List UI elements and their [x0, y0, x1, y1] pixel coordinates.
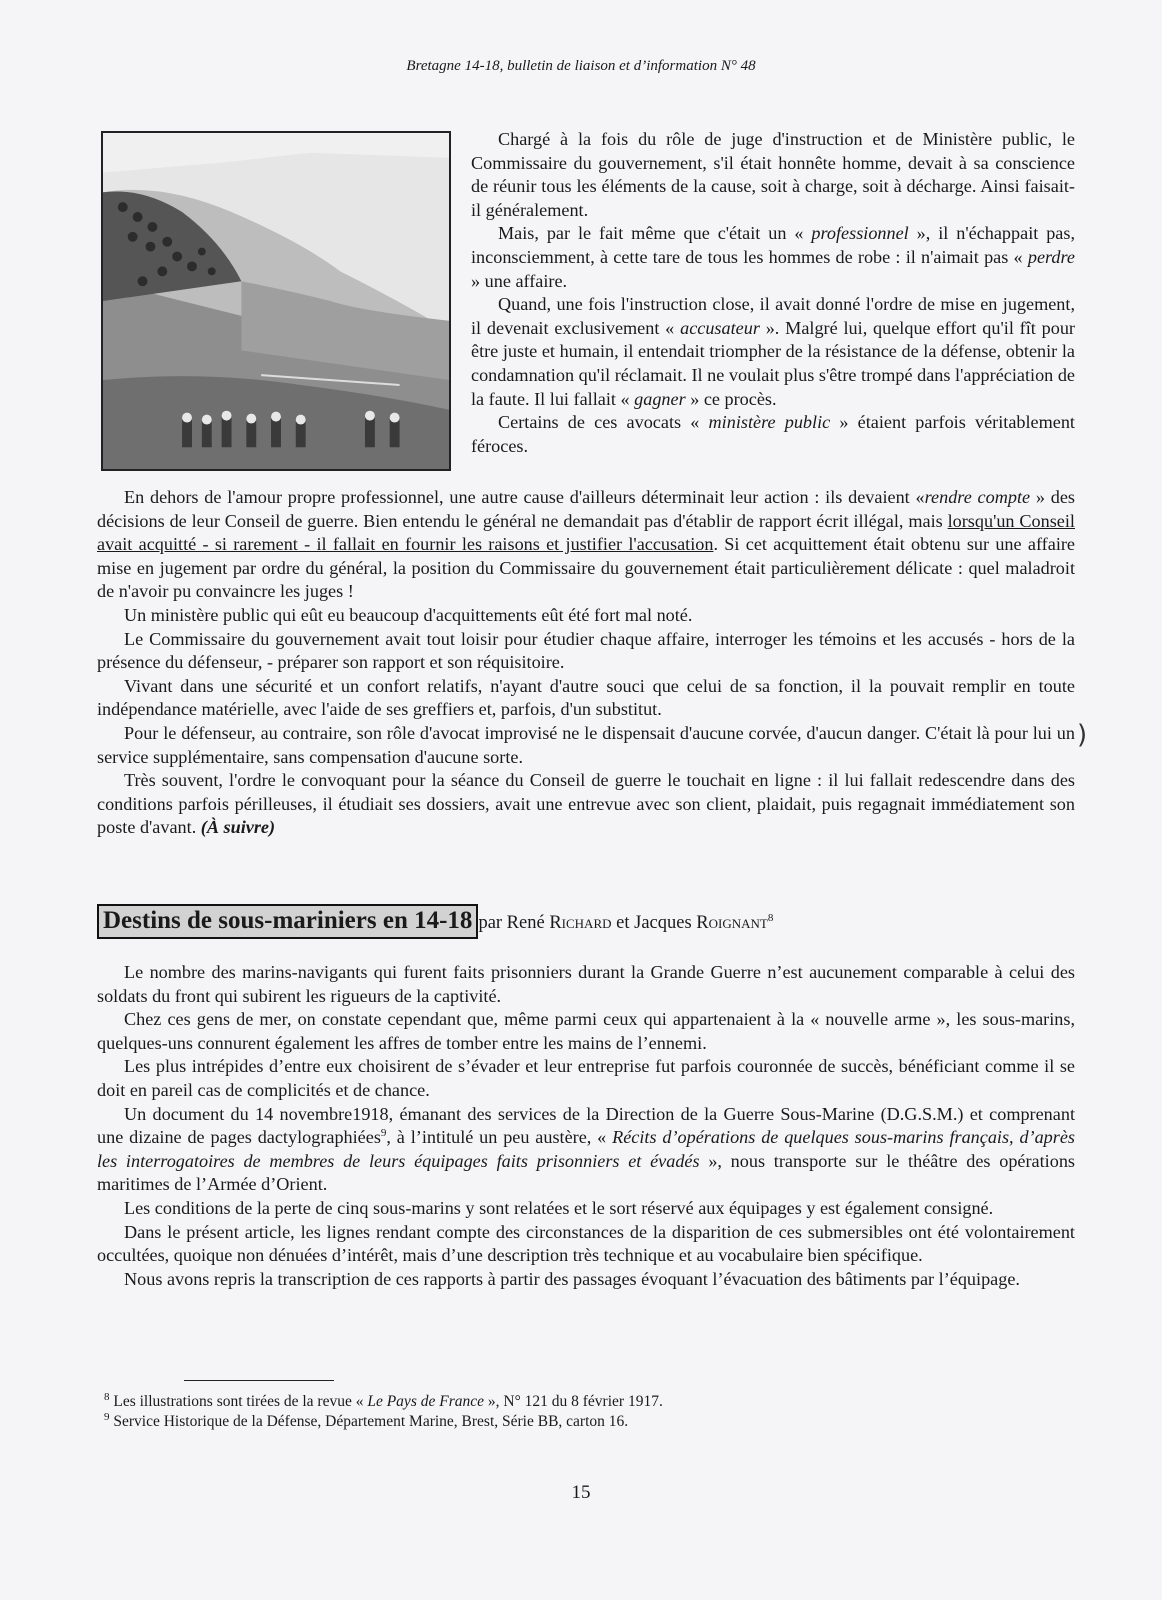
paragraph: Chargé à la fois du rôle de juge d'instruction et de Ministère public, le Commissaire du gouvernement, s'il était honnête homme, devait à sa conscience de réunir tous les éléments de la cause, soit à charge, soit à décharge. Ainsi faisait-il généralement. [471, 129, 1075, 220]
paragraph-text: Très souvent, l'ordre le convoquant pour la séance du Conseil de guerre le touchait en ligne : il lui fallait redescendre dans des conditions parfois périlleuses, il étudiait ses dossiers, avait une entrevue avec son client, plaidait, puis regagnait immédiatement son poste d'avant. [97, 770, 1075, 838]
footnote-9: $^9$ Service Historique de la Défense, Département Marine, Brest, Série BB, carton 16. [104, 1410, 629, 1430]
byline: par René Richard et Jacques Roignant$^8$ [478, 911, 774, 933]
paragraph: Les conditions de la perte de cinq sous-marins y sont relatées et le sort réservé aux équipages y est également consigné. [124, 1197, 994, 1218]
paragraph: Pour le défenseur, au contraire, son rôle d'avocat improvisé ne le dispensait d'aucune corvée, d'aucun danger. C'était là pour lui un service supplémentaire, sans compensation d'aucune sorte. [97, 722, 1075, 767]
paragraph: Vivant dans une sécurité et un confort relatifs, n'ayant d'autre souci que celui de sa fonction, il la pouvait remplir en toute indépendance matérielle, avec l'aide de ses greffiers et, parfois, d'un substitut. [97, 675, 1075, 720]
paragraph: Mais, par le fait même que c'était un « professionnel », il n'échappait pas, inconsciemment, à cette tare de tous les hommes de robe : il n'aimait pas « perdre » une affaire. [471, 223, 1076, 291]
body-text [97, 486, 1075, 840]
paragraph: Le nombre des marins-navigants qui furent faits prisonniers durant la Grande Guerre n’est aucunement comparable à celui des soldats du front qui subirent les rigueurs de la captivité. [97, 962, 1075, 1006]
paragraph: Nous avons repris la transcription de ces rapports à partir des passages évoquant l’évacuation des bâtiments par l’équipage. [124, 1268, 1020, 1289]
soldiers-hillside-photo-icon [103, 133, 449, 469]
margin-bracket-mark: ) [1077, 720, 1088, 750]
article-text [97, 961, 1075, 1291]
paragraph: Un document du 14 novembre1918, émanant des services de la Direction de la Guerre Sous-Marine (D.G.S.M.) et comprenant une dizaine de pages dactylographiées$^9$, à l’intitulé un peu austère, « Récits d’opérations de quelques sous-marins français, d’après les interrogatoires de membres de leurs équipages faits prisonniers et évadés », nous transporte sur le théâtre des opérations maritimes de l’Armée d’Orient. [97, 1103, 1076, 1195]
a-suivre: (À suivre) [200, 817, 276, 838]
page-number: 15 [571, 1482, 591, 1503]
paragraph: Chez ces gens de mer, on constate cependant que, même parmi ceux qui appartenaient à la « nouvelle arme », les sous-marins, quelques-uns connurent également les affres de tomber entre les mains de l’ennemi. [97, 1009, 1075, 1053]
paragraph: Les plus intrépides d’entre eux choisirent de s’évader et leur entreprise fut parfois couronnée de succès, bénéficiant comme il se doit en pareil cas de complicités et de chance. [97, 1056, 1075, 1100]
document-title: Récits d’opérations de quelques sous-marins français, d’après les interrogatoires de membres de leurs équipages faits prisonniers et évadés [97, 1127, 1076, 1171]
paragraph: Certains de ces avocats « ministère public » étaient parfois véritablement féroces. [471, 412, 1075, 456]
article-heading [97, 904, 1075, 939]
top-text-column [471, 128, 1075, 458]
paragraph: Dans le présent article, les lignes rendant compte des circonstances de la disparition de ces submersibles ont été volontairement occultées, quoique non dénuées d’intérêt, mais d’une description très technique et au vocabulaire bien spécifique. [97, 1221, 1075, 1266]
paragraph [97, 769, 1075, 840]
historical-photo [101, 131, 451, 471]
footnote-8: $^8$ Les illustrations sont tirées de la revue « Le Pays de France », N° 121 du 8 février 1917. [104, 1390, 663, 1410]
footnotes [104, 1392, 1004, 1432]
paragraph: Le Commissaire du gouvernement avait tout loisir pour étudier chaque affaire, interroger les témoins et les accusés - hors de la présence du défenseur, - préparer son rapport et son réquisitoire. [97, 628, 1075, 673]
paragraph: Un ministère public qui eût eu beaucoup d'acquittements eût été fort mal noté. [124, 604, 693, 625]
paragraph: Quand, une fois l'instruction close, il avait donné l'ordre de mise en jugement, il devenait exclusivement « accusateur ». Malgré lui, quelque effort qu'il fît pour être juste et humain, il entendait triompher de la résistance de la défense, obtenir la condamnation qu'il réclamait. Il ne voulait plus s'être trompé dans l'appréciation de la faute. Il lui fallait « gagner » ce procès. [471, 294, 1075, 409]
paragraph: En dehors de l'amour propre professionnel, une autre cause d'ailleurs déterminait leur action : ils devaient «rendre compte » des décisions de leur Conseil de guerre. Bien entendu le général ne demandait pas d'établir de rapport écrit illégal, mais lorsqu'un Conseil avait acquitté - si rarement - il fallait en fournir les raisons et justifier l'accusation. Si cet acquittement était obtenu sur une affaire mise en jugement par ordre du général, la position du Commissaire du gouvernement était particulièrement délicate : quel maladroit de n'avoir pu convaincre les juges ! [97, 487, 1075, 602]
running-header: Bretagne 14-18, bulletin de liaison et d’information N° 48 [406, 58, 756, 74]
footnote-divider [184, 1380, 334, 1381]
article-title: Destins de sous-mariniers en 14-18 [97, 904, 478, 939]
